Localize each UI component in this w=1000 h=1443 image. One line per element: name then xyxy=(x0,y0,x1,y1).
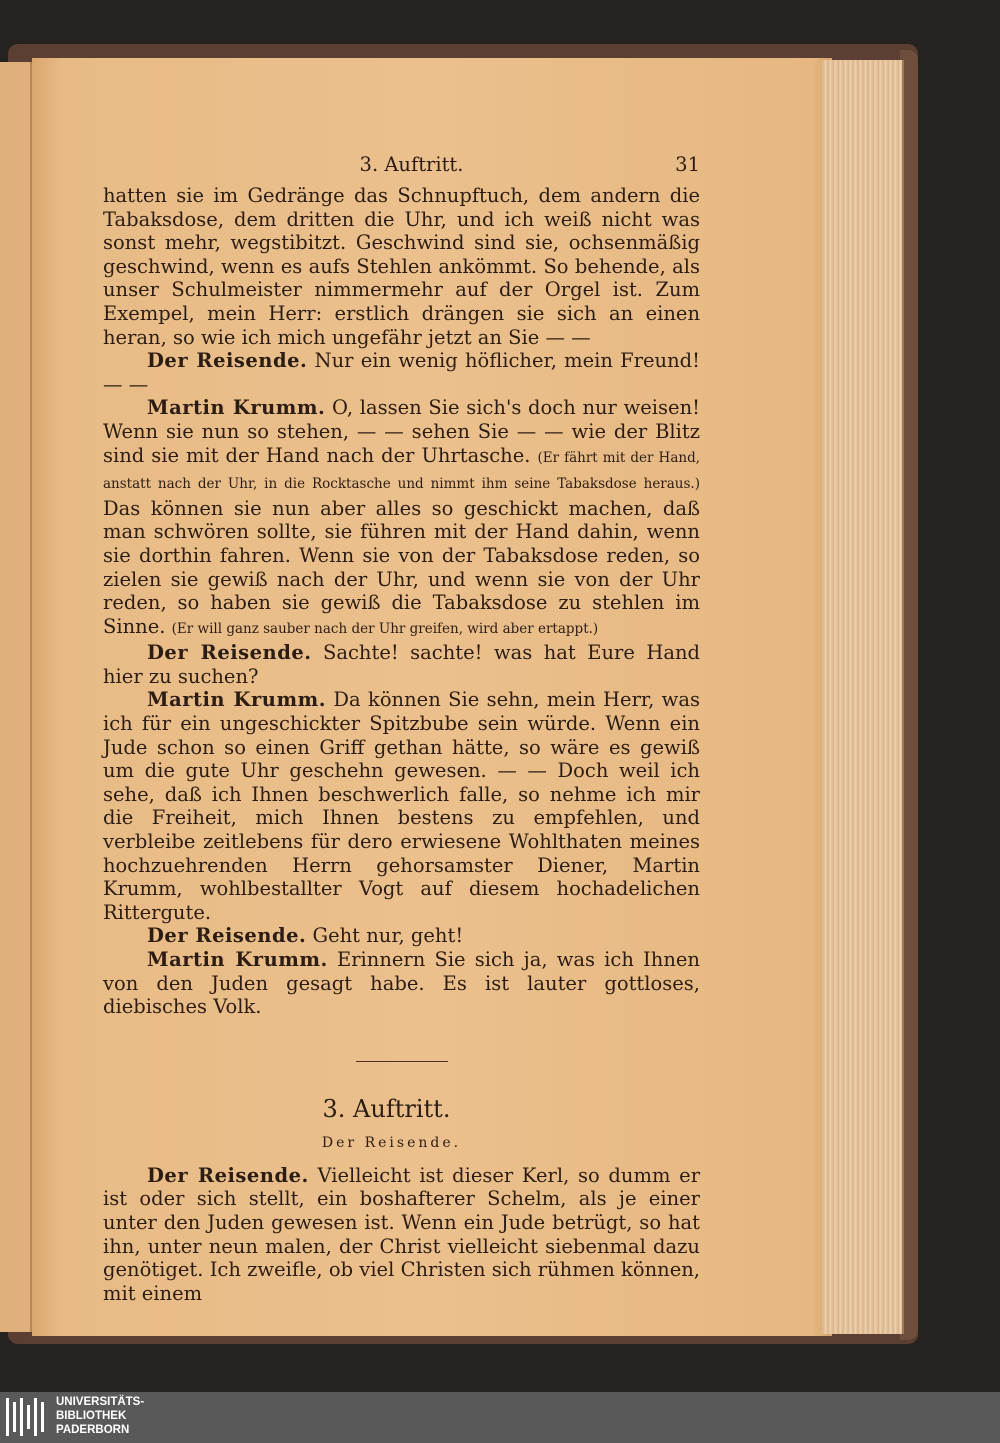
speaker-name: Der Reisende. xyxy=(147,349,308,373)
scene-persons: Der Reisende. xyxy=(321,1134,462,1151)
speaker-name: Der Reisende. xyxy=(147,641,312,665)
speaker-name: Der Reisende. xyxy=(147,1163,309,1187)
speech: Nur ein wenig höflicher, mein Freund! — — xyxy=(103,349,700,396)
page-text xyxy=(103,150,700,1305)
speech: Sachte! sachte! was hat Eure Hand hier zu suchen? xyxy=(103,641,701,688)
page-stack xyxy=(822,60,904,1334)
speaker-name: Martin Krumm. xyxy=(147,396,326,420)
speech: Da können Sie sehn, mein Herr, was ich für ein ungeschickter Spitzbube sein würde. Wenn ein Jude schon so einen Griff gethan hätte, so wäre es gewiß um die gute Uhr geschehn gewesen. — — Doch weil ich sehe, daß ich Ihnen beschwerlich falle, so nehme ich mir die Freiheit, mich Ihnen bestens zu empfehlen, und verbleibe zeitlebens für dero erwiesene Wohlthaten meines hochzuehrenden Herrn gehorsamster Diener, Martin Krumm, wohlbestallter Vogt auf diesem hochadelichen Rittergute. xyxy=(103,688,700,924)
speech: Vielleicht ist dieser Kerl, so dumm er ist oder sich stellt, ein boshafterer Schelm, als je einer unter den Juden gewesen ist. Wenn ein Jude betrügt, so hat ihn, unter neun malen, der Christ vielleicht siebenmal dazu genötiget. Ich zweifle, ob viel Christen sich rühmen können, mit einem xyxy=(103,1163,701,1305)
dialogue-line xyxy=(103,349,700,396)
speaker-name: Martin Krumm. xyxy=(147,948,328,971)
page-number: 31 xyxy=(675,153,700,176)
scene-title: 3. Auftritt. xyxy=(322,1094,451,1123)
library-logo-icon xyxy=(6,1398,48,1436)
speech: O, lassen Sie sich's doch nur weisen! Wenn sie nun so stehen, — — sehen Sie — — wie der Blitz sind sie mit der Hand nach der Uhrtasche. xyxy=(103,396,700,467)
speaker-name: Der Reisende. xyxy=(147,924,307,948)
dialogue-line xyxy=(103,924,700,948)
running-header xyxy=(103,150,700,184)
stage-direction: (Er will ganz sauber nach der Uhr greifen, wird aber ertappt.) xyxy=(171,620,599,637)
library-footer xyxy=(0,1392,1000,1443)
dialogue-line xyxy=(103,396,700,641)
library-name-line: UNIVERSITÄTS- xyxy=(56,1396,145,1408)
dialogue-line xyxy=(103,1164,700,1306)
speech: Geht nur, geht! xyxy=(312,924,464,948)
dialogue-line xyxy=(103,948,700,1019)
paragraph: hatten sie im Gedränge das Schnupftuch, dem andern die Tabaksdose, dem dritten die Uhr, und ich weiß nicht was sonst mehr, wegstibitzt. Geschwind sind sie, ochsenmäßig geschwind, wenn es aufs Stehlen ankömmt. So behende, als unser Schulmeister nimmermehr auf der Orgel ist. Zum Exempel, mein Herr: erstlich drängen sie sich an einen heran, so wie ich mich ungefähr jetzt an Sie — — xyxy=(103,184,700,349)
dialogue-line xyxy=(103,641,700,688)
left-page-edge xyxy=(0,62,32,1332)
speech: Erinnern Sie sich ja, was ich Ihnen von den Juden gesagt habe. Es ist lauter gottloses, diebisches Volk. xyxy=(103,948,700,1019)
speaker-name: Martin Krumm. xyxy=(147,688,326,712)
stage-direction: (Er fährt mit der Hand, anstatt nach der Uhr, in die Rocktasche und nimmt ihm seine Tabaksdose heraus.) xyxy=(103,449,701,493)
dialogue-line xyxy=(103,688,700,924)
library-name-line: PADERBORN xyxy=(56,1424,130,1436)
speech: Das können sie nun aber alles so geschickt machen, daß man schwören sollte, sie führen mit der Hand dahin, wenn sie dorthin fahren. Wenn sie von der Tabaksdose reden, so zielen sie gewiß nach der Uhr, und wenn sie von der Uhr reden, so haben sie gewiß die Tabaksdose zu stehlen im Sinne. xyxy=(103,496,700,638)
library-name xyxy=(56,1395,144,1437)
running-title: 3. Auftritt. xyxy=(359,153,464,176)
library-name-line: BIBLIOTHEK xyxy=(56,1410,127,1422)
section-divider xyxy=(356,1061,448,1062)
